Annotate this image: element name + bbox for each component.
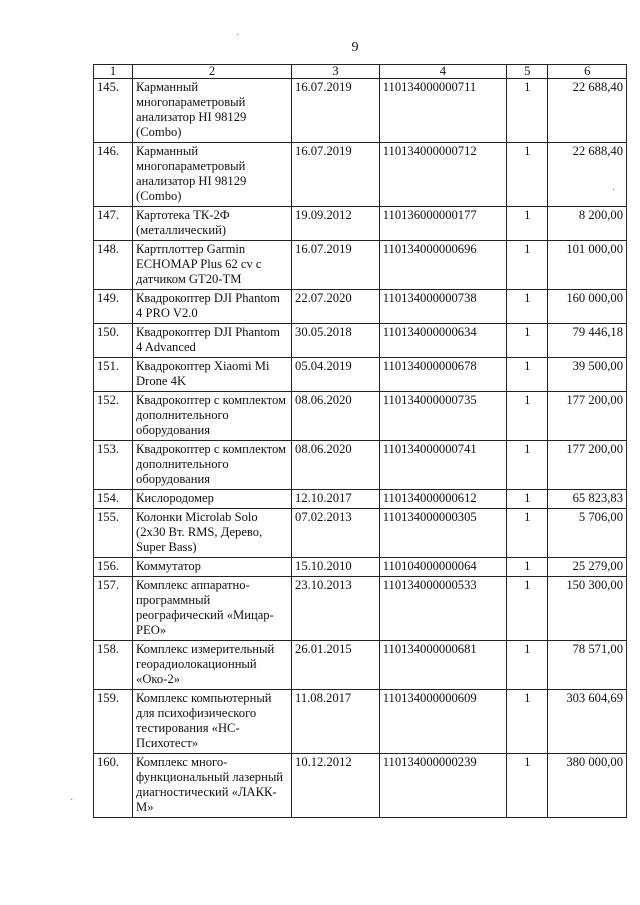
amount: 101 000,00	[548, 241, 627, 290]
inventory-number: 110134000000735	[379, 392, 506, 441]
item-name: Квадрокоптер с комплектом дополнительного оборудования	[133, 441, 292, 490]
quantity: 1	[507, 558, 548, 577]
table-row	[94, 558, 627, 577]
table-row	[94, 641, 627, 690]
inventory-number: 110136000000177	[379, 207, 506, 241]
inventory-number: 110134000000741	[379, 441, 506, 490]
quantity: 1	[507, 79, 548, 143]
table-row	[94, 290, 627, 324]
table-row	[94, 392, 627, 441]
amount: 5 706,00	[548, 509, 627, 558]
quantity: 1	[507, 577, 548, 641]
quantity: 1	[507, 754, 548, 818]
table-row	[94, 324, 627, 358]
acquisition-date: 30.05.2018	[292, 324, 380, 358]
acquisition-date: 12.10.2017	[292, 490, 380, 509]
row-number: 147.	[94, 207, 133, 241]
quantity: 1	[507, 358, 548, 392]
acquisition-date: 16.07.2019	[292, 79, 380, 143]
acquisition-date: 22.07.2020	[292, 290, 380, 324]
column-header-row	[94, 65, 627, 79]
table-row	[94, 207, 627, 241]
amount: 303 604,69	[548, 690, 627, 754]
page-number: 9	[351, 40, 359, 55]
item-name: Комплекс много-функциональный лазерный диагностический «ЛАКК-М»	[133, 754, 292, 818]
amount: 22 688,40	[548, 143, 627, 207]
amount: 25 279,00	[548, 558, 627, 577]
row-number: 150.	[94, 324, 133, 358]
acquisition-date: 11.08.2017	[292, 690, 380, 754]
amount: 177 200,00	[548, 441, 627, 490]
inventory-table	[93, 64, 627, 818]
inventory-number: 110134000000612	[379, 490, 506, 509]
acquisition-date: 16.07.2019	[292, 241, 380, 290]
table-row	[94, 754, 627, 818]
acquisition-date: 16.07.2019	[292, 143, 380, 207]
column-header: 1	[94, 65, 133, 79]
amount: 150 300,00	[548, 577, 627, 641]
quantity: 1	[507, 324, 548, 358]
table-row	[94, 577, 627, 641]
amount: 380 000,00	[548, 754, 627, 818]
quantity: 1	[507, 290, 548, 324]
column-header: 6	[548, 65, 627, 79]
column-header: 3	[292, 65, 380, 79]
row-number: 153.	[94, 441, 133, 490]
inventory-number: 110134000000678	[379, 358, 506, 392]
item-name: Коммутатор	[133, 558, 292, 577]
column-header: 5	[507, 65, 548, 79]
inventory-number: 110134000000738	[379, 290, 506, 324]
quantity: 1	[507, 241, 548, 290]
amount: 79 446,18	[548, 324, 627, 358]
scan-speck: ·	[612, 185, 616, 196]
row-number: 158.	[94, 641, 133, 690]
amount: 39 500,00	[548, 358, 627, 392]
quantity: 1	[507, 392, 548, 441]
amount: 65 823,83	[548, 490, 627, 509]
table-row	[94, 358, 627, 392]
item-name: Квадрокоптер с комплектом дополнительного оборудования	[133, 392, 292, 441]
quantity: 1	[507, 207, 548, 241]
inventory-number: 110134000000681	[379, 641, 506, 690]
item-name: Картплоттер Garmin ECHOMAP Plus 62 cv с датчиком GT20-TM	[133, 241, 292, 290]
acquisition-date: 15.10.2010	[292, 558, 380, 577]
row-number: 156.	[94, 558, 133, 577]
inventory-number: 110104000000064	[379, 558, 506, 577]
table-row	[94, 143, 627, 207]
acquisition-date: 26.01.2015	[292, 641, 380, 690]
item-name: Картотека ТК-2Ф (металлический)	[133, 207, 292, 241]
quantity: 1	[507, 509, 548, 558]
scan-speck: ·	[236, 30, 240, 41]
table-row	[94, 490, 627, 509]
acquisition-date: 19.09.2012	[292, 207, 380, 241]
quantity: 1	[507, 641, 548, 690]
item-name: Карманный многопараметровый анализатор HI 98129 (Combo)	[133, 143, 292, 207]
item-name: Кислородомер	[133, 490, 292, 509]
amount: 160 000,00	[548, 290, 627, 324]
item-name: Квадрокоптер DJI Phantom 4 Advanced	[133, 324, 292, 358]
inventory-number: 110134000000711	[379, 79, 506, 143]
inventory-number: 110134000000239	[379, 754, 506, 818]
item-name: Комплекс аппаратно-программный реографический «Мицар-РЕО»	[133, 577, 292, 641]
column-header: 4	[379, 65, 506, 79]
column-header: 2	[133, 65, 292, 79]
item-name: Карманный многопараметровый анализатор HI 98129 (Combo)	[133, 79, 292, 143]
amount: 8 200,00	[548, 207, 627, 241]
inventory-number: 110134000000533	[379, 577, 506, 641]
scan-speck: ·	[70, 795, 74, 806]
item-name: Квадрокоптер Xiaomi Mi Drone 4K	[133, 358, 292, 392]
amount: 177 200,00	[548, 392, 627, 441]
acquisition-date: 08.06.2020	[292, 441, 380, 490]
row-number: 145.	[94, 79, 133, 143]
item-name: Комплекс компьютерный для психофизического тестирования «НС-Психотест»	[133, 690, 292, 754]
quantity: 1	[507, 490, 548, 509]
row-number: 157.	[94, 577, 133, 641]
row-number: 159.	[94, 690, 133, 754]
acquisition-date: 08.06.2020	[292, 392, 380, 441]
quantity: 1	[507, 441, 548, 490]
item-name: Квадрокоптер DJI Phantom 4 PRO V2.0	[133, 290, 292, 324]
table-row	[94, 690, 627, 754]
row-number: 149.	[94, 290, 133, 324]
table-row	[94, 441, 627, 490]
inventory-number: 110134000000696	[379, 241, 506, 290]
row-number: 155.	[94, 509, 133, 558]
row-number: 146.	[94, 143, 133, 207]
inventory-number: 110134000000305	[379, 509, 506, 558]
amount: 22 688,40	[548, 79, 627, 143]
row-number: 148.	[94, 241, 133, 290]
row-number: 152.	[94, 392, 133, 441]
inventory-number: 110134000000609	[379, 690, 506, 754]
table-row	[94, 79, 627, 143]
acquisition-date: 05.04.2019	[292, 358, 380, 392]
quantity: 1	[507, 143, 548, 207]
table-row	[94, 241, 627, 290]
amount: 78 571,00	[548, 641, 627, 690]
row-number: 154.	[94, 490, 133, 509]
inventory-number: 110134000000712	[379, 143, 506, 207]
item-name: Комплекс измерительный георадиолокационный «Око-2»	[133, 641, 292, 690]
acquisition-date: 23.10.2013	[292, 577, 380, 641]
row-number: 151.	[94, 358, 133, 392]
table-row	[94, 509, 627, 558]
inventory-number: 110134000000634	[379, 324, 506, 358]
row-number: 160.	[94, 754, 133, 818]
quantity: 1	[507, 690, 548, 754]
acquisition-date: 07.02.2013	[292, 509, 380, 558]
item-name: Колонки Microlab Solo (2x30 Вт. RMS, Дерево, Super Bass)	[133, 509, 292, 558]
acquisition-date: 10.12.2012	[292, 754, 380, 818]
